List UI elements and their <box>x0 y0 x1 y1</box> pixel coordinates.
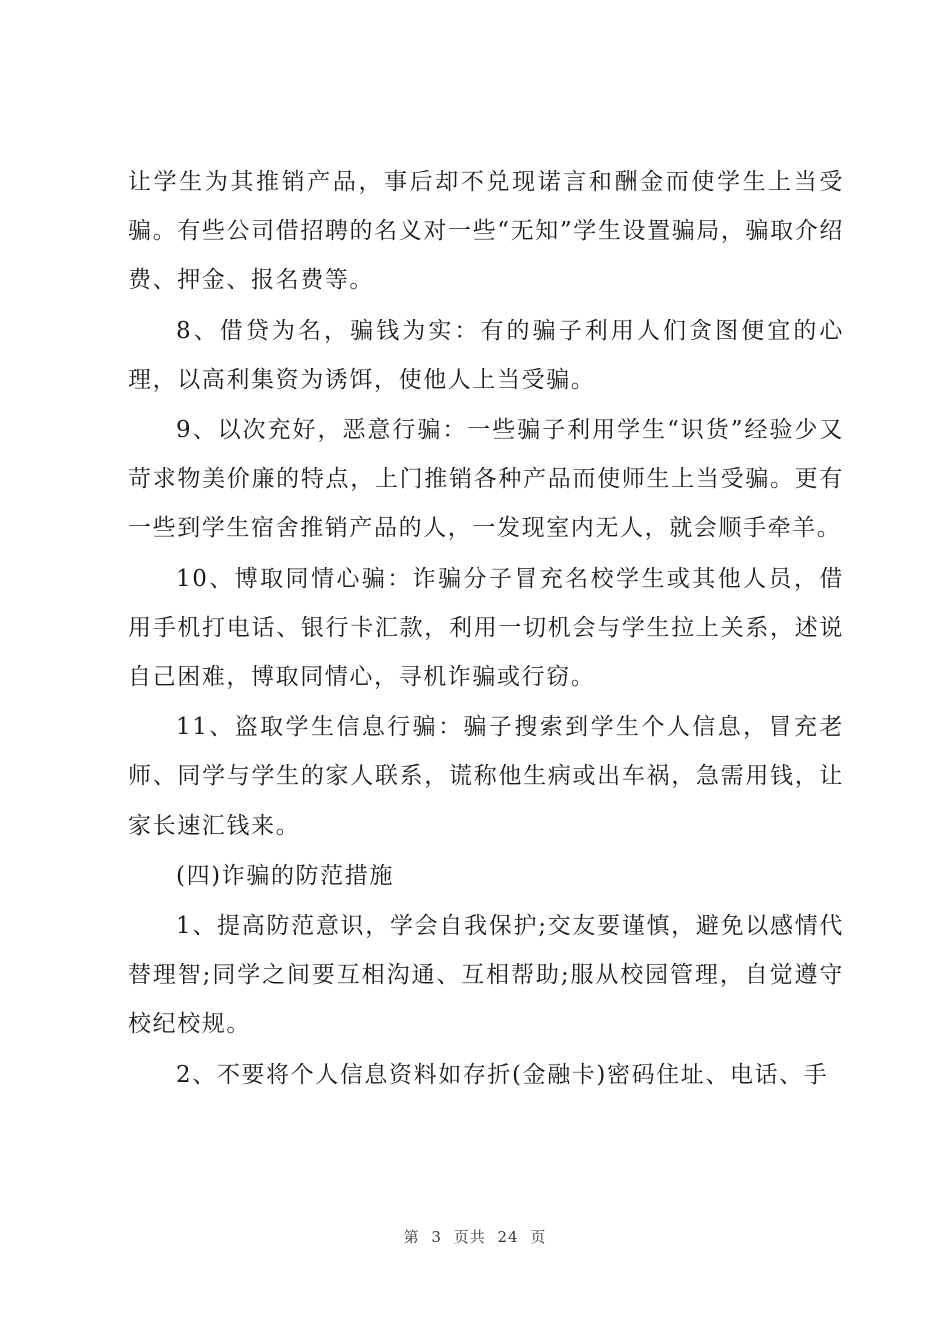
paragraph-measure-2: 2、不要将个人信息资料如存折(金融卡)密码住址、电话、手 <box>176 1061 829 1088</box>
paragraph-item-11: 11、盗取学生信息行骗：骗子搜索到学生个人信息，冒充老师、同学与学生的家人联系，谎称他生病或出车祸，急需用钱，让家长速汇钱来。 <box>128 714 844 839</box>
paragraph-measure-1: 1、提高防范意识，学会自我保护;交友要谨慎，避免以感情代替理智;同学之间要互相沟通、互相帮助;服从校园管理，自觉遵守校纪校规。 <box>128 913 844 1038</box>
page-number-footer: 第 3 页共 24 页 <box>403 1228 547 1246</box>
paragraph-item-10: 10、博取同情心骗：诈骗分子冒充名校学生或其他人员，借用手机打电话、银行卡汇款，利用一切机会与学生拉上关系，述说自己困难，博取同情心，寻机诈骗或行窃。 <box>128 565 844 691</box>
paragraph-item-8: 8、借贷为名，骗钱为实：有的骗子利用人们贪图便宜的心理，以高利集资为诱饵，使他人上当受骗。 <box>128 317 844 393</box>
paragraph-continuation: 让学生为其推销产品，事后却不兑现诺言和酬金而使学生上当受骗。有些公司借招聘的名义对一些“无知”学生设置骗局，骗取介绍费、押金、报名费等。 <box>128 169 844 294</box>
section-heading: (四)诈骗的防范措施 <box>176 862 394 889</box>
document-body <box>128 158 844 1101</box>
paragraph-item-9: 9、以次充好，恶意行骗：一些骗子利用学生“识货”经验少又苛求物美价廉的特点，上门推销各种产品而使师生上当受骗。更有一些到学生宿舍推销产品的人，一发现室内无人，就会顺手牵羊。 <box>128 417 844 542</box>
